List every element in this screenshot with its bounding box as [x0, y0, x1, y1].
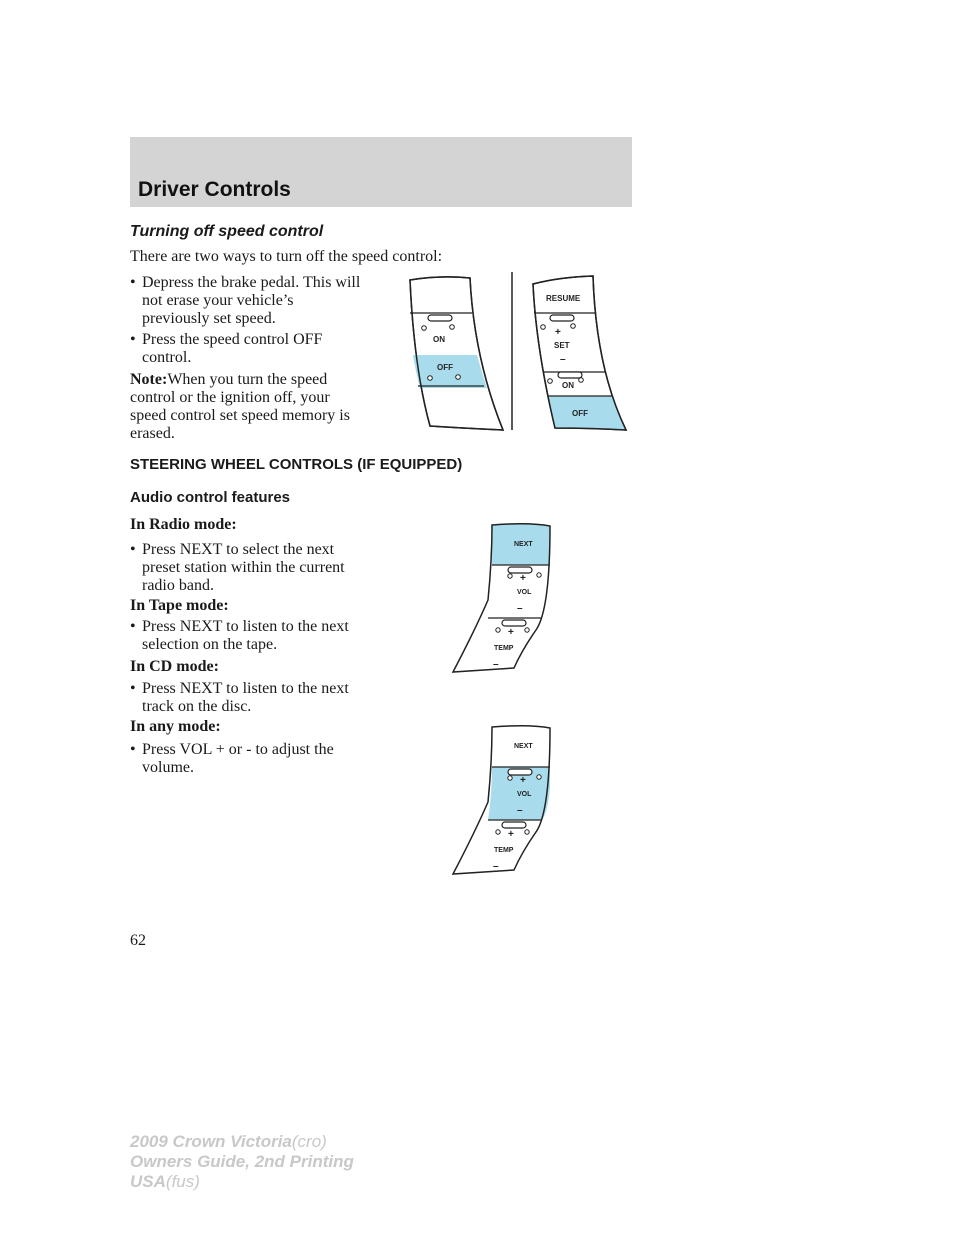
footer-imprint: 2009 Crown Victoria(cro) Owners Guide, 2nd Printing USA(fus): [130, 1132, 354, 1191]
cd-mode-label: In CD mode:: [130, 658, 219, 675]
section-title-steering: STEERING WHEEL CONTROLS (IF EQUIPPED): [130, 456, 463, 473]
speed-note: Note:When you turn the speed control or the ignition off, your speed control set speed memory is erased.: [130, 371, 350, 442]
set-minus-label: –: [560, 354, 566, 365]
vol-label: VOL: [517, 791, 532, 798]
temp-minus-label: –: [493, 659, 499, 670]
any-mode-label: In any mode:: [130, 718, 221, 735]
temp-plus-label: +: [508, 627, 514, 638]
vol-minus-label: –: [517, 603, 523, 614]
tape-mode-label: In Tape mode:: [130, 597, 229, 614]
vol-label: VOL: [517, 589, 532, 596]
set-label: SET: [554, 341, 570, 350]
next-label: NEXT: [514, 541, 533, 548]
list-item: • Press NEXT to listen to the next track on the disc.: [130, 680, 349, 715]
page-number: 62: [130, 932, 146, 949]
list-item: • Press the speed control OFF control.: [130, 331, 323, 366]
right-on-label: ON: [562, 381, 574, 390]
temp-label: TEMP: [494, 645, 514, 652]
left-control-pad: [410, 277, 503, 430]
section-title-speed-off: Turning off speed control: [130, 223, 324, 240]
speed-control-diagram: [400, 268, 632, 434]
right-control-pad: [533, 276, 626, 430]
next-label: NEXT: [514, 743, 533, 750]
resume-label: RESUME: [546, 294, 581, 303]
audio-control-diagram-vol: [450, 722, 560, 882]
list-item: • Press NEXT to listen to the next selection on the tape.: [130, 618, 349, 653]
temp-label: TEMP: [494, 847, 514, 854]
list-item: • Press NEXT to select the next preset station within the current radio band.: [130, 541, 345, 594]
audio-control-diagram-next: [450, 520, 560, 680]
temp-plus-label: +: [508, 829, 514, 840]
subsection-title-audio: Audio control features: [130, 489, 291, 506]
radio-mode-label: In Radio mode:: [130, 516, 237, 533]
left-on-label: ON: [433, 335, 445, 344]
left-off-label: OFF: [437, 363, 453, 372]
vol-plus-label: +: [520, 775, 526, 786]
vol-plus-label: +: [520, 573, 526, 584]
temp-minus-label: –: [493, 861, 499, 872]
vol-minus-label: –: [517, 805, 523, 816]
list-item: • Depress the brake pedal. This will not erase your vehicle’s previously set speed.: [130, 274, 361, 327]
list-item: • Press VOL + or - to adjust the volume.: [130, 741, 334, 776]
page-header-title: Driver Controls: [138, 178, 291, 201]
speed-intro: There are two ways to turn off the speed control:: [130, 248, 443, 265]
right-off-label: OFF: [572, 409, 588, 418]
set-plus-label: +: [555, 327, 561, 338]
